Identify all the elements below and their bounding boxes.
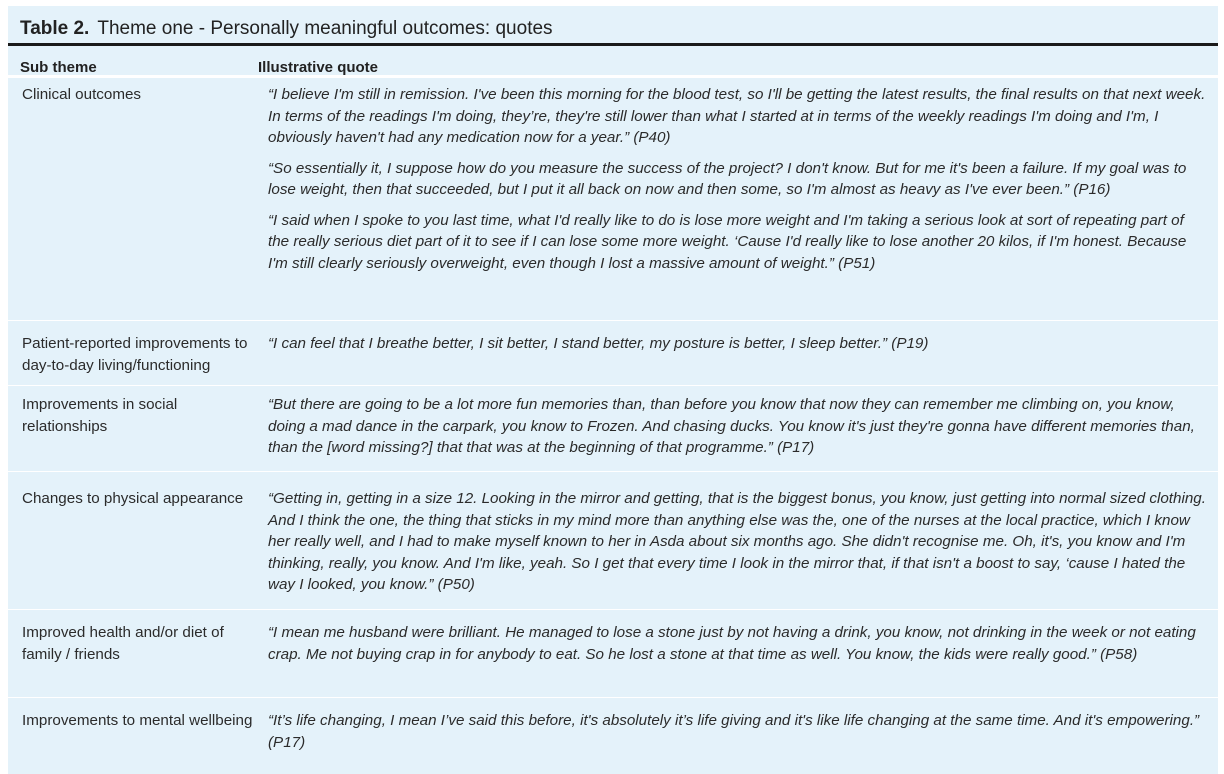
- quote-text: “So essentially it, I suppose how do you measure the success of the project? I don't know. But for me it's been a failure. If my goal was to lose weight, then that succeeded, but I put it all back on now and then some, so I'm almost as heavy as I've ever been.” (P16): [268, 159, 1187, 198]
- table-row: [8, 386, 1218, 472]
- quote-text: “I said when I spoke to you last time, what I'd really like to do is lose more weight and I'm taking a serious look at sort of repeating part of the really serious diet part of it to see if I can lose some more weight. ‘Cause I'd really like to lose another 20 kilos, if I'm honest. Because I'm still clearly seriously overweight, even though I lost a massive amount of weight.” (P51): [268, 211, 1187, 272]
- quote-text: “Getting in, getting in a size 12. Looking in the mirror and getting, that is the biggest bonus, you know, just getting into normal sized clothing. And I think the one, the thing that sticks in my mind more than anything else was the, one of the nurses at the local practice, which I know her really well, and I had to make myself known to her in Asda about six months ago. She didn't recognise me. Oh, it's, you know and I'm thinking, really, you know. And I'm like, yeah. So I get that every time I look in the mirror that, if that isn't a boost to say, ‘cause I hated the way I looked, you know.” (P50): [268, 490, 1206, 593]
- table-caption: [8, 6, 1218, 46]
- table-row: [8, 698, 1218, 770]
- header-sub-theme: Sub theme: [20, 59, 97, 76]
- quote-text: “But there are going to be a lot more fun memories than, than before you know that now they can remember me climbing on, you know, doing a mad dance in the carpark, you know to Frozen. And chasing ducks. You know it's just they're gonna have different memories than, than the [word missing?] that that was at the beginning of that programme.” (P17): [268, 396, 1195, 456]
- table-row: [8, 472, 1218, 610]
- quote-cell: [256, 488, 1206, 609]
- table-row: [8, 78, 1218, 321]
- quote-cell: [256, 333, 1206, 385]
- quote-text: “I can feel that I breathe better, I sit better, I stand better, my posture is better, I sleep better.” (P19): [268, 335, 929, 352]
- quote-text: “It’s life changing, I mean I’ve said this before, it's absolutely it’s life giving and it's like life changing at the same time. And it's empowering.” (P17): [268, 712, 1200, 751]
- table-title: Theme one - Personally meaningful outcomes: quotes: [97, 18, 553, 39]
- quote-cell: [256, 622, 1206, 697]
- header-illustrative-quote: Illustrative quote: [258, 59, 379, 76]
- quote-text: “I believe I'm still in remission. I've been this morning for the blood test, so I'll be getting the latest results, the final results on that next week. In terms of the readings I'm doing, they’re, they're still lower than what I started at in terms of the weekly readings I'm doing and I'm, I obviously haven't had any medication now for a year.” (P40): [268, 86, 1206, 146]
- quotes-table: [8, 6, 1218, 774]
- quote-cell: [256, 394, 1206, 471]
- table-row: [8, 321, 1218, 386]
- table-row: [8, 610, 1218, 698]
- table-number: Table 2.: [20, 18, 90, 39]
- quote-text: “I mean me husband were brilliant. He managed to lose a stone just by not having a drink, you know, not drinking in the week or not eating crap. Me not buying crap in for anybody to eat. So he lost a stone at that time as well. You know, the kids were really good.” (P58): [268, 624, 1196, 663]
- sub-theme-cell: Patient-reported improvements to day-to-day living/functioning: [22, 335, 248, 374]
- sub-theme-cell: Clinical outcomes: [22, 86, 142, 103]
- quote-cell: [256, 84, 1206, 320]
- quote-cell: [256, 710, 1206, 770]
- sub-theme-cell: Improved health and/or diet of family / friends: [22, 624, 224, 663]
- sub-theme-cell: Changes to physical appearance: [22, 490, 244, 507]
- sub-theme-cell: Improvements to mental wellbeing: [22, 712, 253, 729]
- sub-theme-cell: Improvements in social relationships: [22, 396, 178, 435]
- table-header-row: [8, 46, 1218, 78]
